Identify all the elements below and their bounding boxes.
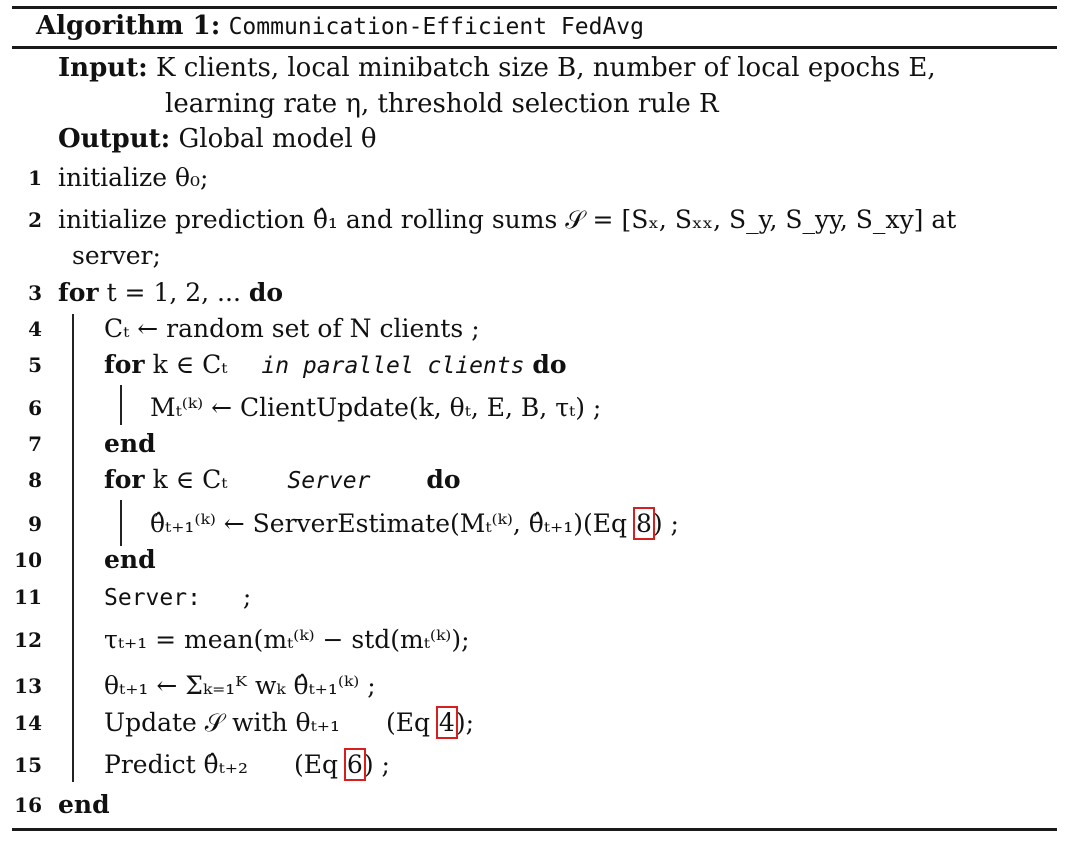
equation-reference-link[interactable]: 4: [438, 708, 455, 737]
algo-line-14: [0, 703, 1080, 743]
line-number: 12: [14, 628, 42, 652]
line-number: 4: [28, 317, 42, 341]
line-text-continuation: server;: [72, 241, 161, 270]
keyword-do: do: [248, 278, 283, 307]
input-line1: K clients, local minibatch size B, number of local epochs E,: [156, 53, 936, 83]
line-number: 13: [14, 674, 42, 698]
algo-line-10: [0, 540, 1080, 580]
eq-prefix: (Eq: [385, 708, 438, 737]
line-text: τₜ₊₁ = mean(mₜ⁽ᵏ⁾ − std(mₜ⁽ᵏ⁾);: [104, 625, 470, 654]
algo-line-2: [0, 200, 1080, 240]
keyword-do: do: [532, 350, 567, 379]
algo-line-12: [0, 620, 1080, 660]
equation-reference-link[interactable]: 8: [635, 509, 652, 538]
line-text: Update 𝒮 with θₜ₊₁: [104, 708, 340, 737]
keyword-do: do: [426, 465, 461, 494]
line-number: 5: [28, 353, 42, 377]
line-text: Mₜ⁽ᵏ⁾ ← ClientUpdate(k, θₜ, E, B, τₜ) ;: [150, 393, 602, 422]
algo-line-3: [0, 273, 1080, 313]
line-number: 7: [28, 432, 42, 456]
algo-line-4: [0, 309, 1080, 349]
loop-range: t = 1, 2, ...: [106, 278, 241, 307]
loop-var: k ∈ Cₜ: [152, 465, 228, 494]
line-text: Cₜ ← random set of N clients ;: [104, 314, 480, 343]
algo-line-15: [0, 745, 1080, 785]
algo-line-11: [0, 577, 1080, 617]
bottom-rule: [12, 828, 1057, 831]
line-number: 16: [14, 793, 42, 817]
server-label: Server:: [104, 585, 201, 611]
keyword-for: for: [58, 278, 99, 307]
keyword-for: for: [104, 350, 145, 379]
algo-line-7: [0, 424, 1080, 464]
output-text: Global model θ: [178, 124, 377, 154]
algorithm-label: Algorithm 1:: [36, 11, 221, 41]
algorithm-name: Communication-Efficient FedAvg: [228, 14, 644, 40]
algo-line-13: [0, 666, 1080, 706]
line-text-end: ) ;: [652, 509, 679, 538]
output-label: Output:: [58, 124, 171, 154]
algo-line-6: [0, 388, 1080, 428]
line-number: 14: [14, 711, 42, 735]
keyword-end: end: [104, 545, 156, 574]
line-text-end: );: [455, 708, 474, 737]
line-number: 8: [28, 468, 42, 492]
line-text: ;: [242, 582, 252, 611]
algo-line-16: [0, 785, 1080, 825]
loop-var: k ∈ Cₜ: [152, 350, 228, 379]
line-number: 1: [28, 166, 42, 190]
line-text: initialize θ₀;: [58, 163, 209, 192]
line-number: 11: [14, 585, 42, 609]
input-label: Input:: [58, 53, 148, 83]
loop-annotation: Server: [287, 468, 371, 494]
algorithm-title: [36, 10, 644, 43]
line-text: Predict θ̂ₜ₊₂: [104, 750, 248, 779]
line-number: 9: [28, 512, 42, 536]
line-number: 6: [28, 396, 42, 420]
top-rule: [12, 6, 1057, 9]
algo-line-8: [0, 460, 1080, 500]
algo-line-1: [0, 158, 1080, 198]
equation-reference-link[interactable]: 6: [346, 750, 363, 779]
line-number: 3: [28, 281, 42, 305]
input-row: [58, 52, 936, 84]
eq-prefix: (Eq: [293, 750, 346, 779]
line-number: 15: [14, 753, 42, 777]
algo-line-5: [0, 345, 1080, 385]
keyword-end: end: [58, 790, 110, 819]
line-number: 2: [28, 208, 42, 232]
output-row: [58, 123, 377, 155]
loop-annotation: in parallel clients: [261, 353, 525, 379]
line-text: θ̂ₜ₊₁⁽ᵏ⁾ ← ServerEstimate(Mₜ⁽ᵏ⁾, θ̂ₜ₊₁)(Eq: [150, 509, 635, 538]
line-text-end: ) ;: [363, 750, 390, 779]
input-row-2: [165, 88, 719, 120]
keyword-end: end: [104, 429, 156, 458]
line-text: θₜ₊₁ ← Σₖ₌₁ᴷ wₖ θ̂ₜ₊₁⁽ᵏ⁾ ;: [104, 671, 376, 700]
algo-line-9: [0, 504, 1080, 544]
line-text: initialize prediction θ̂₁ and rolling sums 𝒮 = [Sₓ, Sₓₓ, S_y, S_yy, S_xy] at: [58, 205, 957, 234]
keyword-for: for: [104, 465, 145, 494]
line-number: 10: [14, 548, 42, 572]
algo-line-2-cont: [0, 236, 1080, 276]
input-line2: learning rate η, threshold selection rule R: [165, 89, 719, 119]
title-rule: [12, 46, 1057, 49]
